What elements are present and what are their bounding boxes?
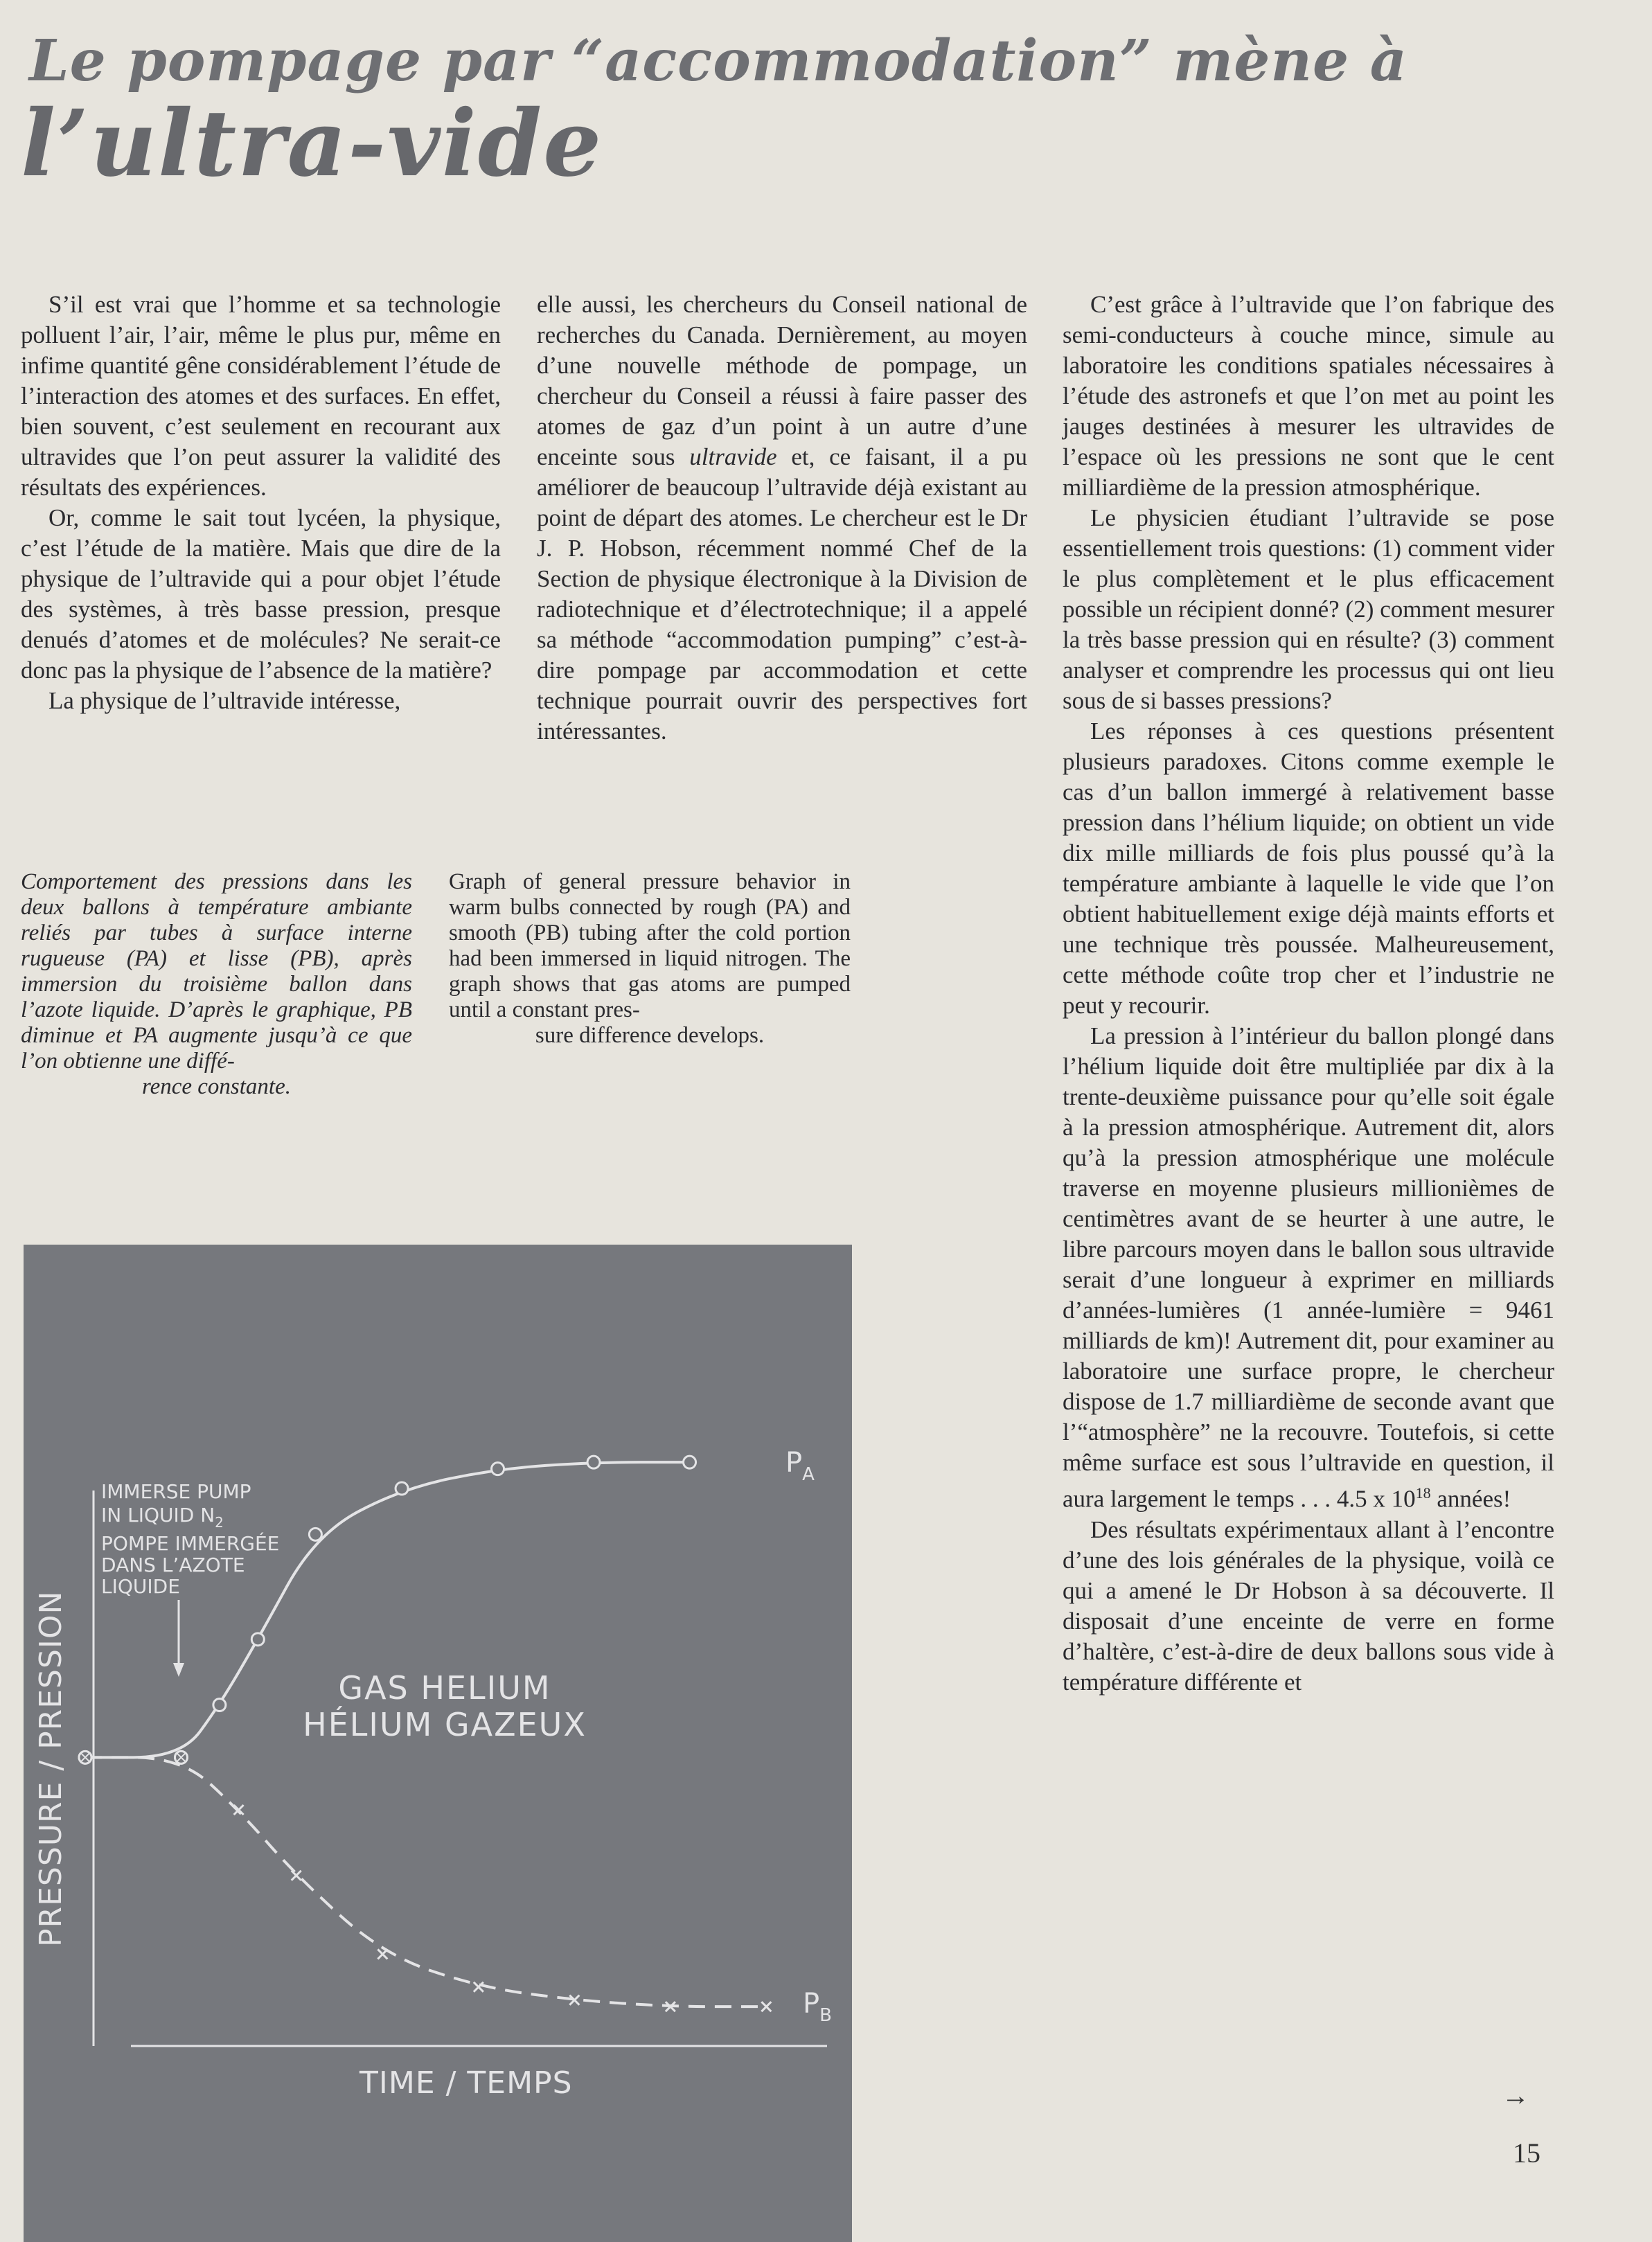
caption-english [449, 869, 851, 1049]
page-number: 15 [1513, 2137, 1540, 2169]
annotation-en-subscript: 2 [215, 1514, 224, 1531]
caption-last-line: sure difference develops. [535, 1023, 765, 1048]
text-run: La pression à l’intérieur du ballon plongé dans l’hélium liquide doit être multipliée par dix à la trente-deuxième puissance pour qu’elle soit égale à la pression atmosphérique. Autrement dit, alors qu’à la pression atmosphérique une molécule traverse en moyenne plusieurs millionièmes de centimètres avant de se heurter à une autre, le libre parcours moyen dans le ballon sous ultravide serait d’une longueur à exprimer en milliards d’années-lumières (1 année-lumière = 9461 milliards de km)! Autrement dit, pour examiner au laboratoire une surface propre, le chercheur dispose de 1.7 milliardième de seconde avant que l’“atmosphère” ne la recouvre. Toutefois, si cette même surface est sous l’ultravide en question, il aura largement le temps . . . 4.5 x 10 [1063, 1022, 1554, 1513]
paragraph: Les réponses à ces questions présentent plusieurs paradoxes. Citons comme exemple le cas d’un ballon immergé à relativement basse pression dans l’hélium liquide; on obtient un vide dix mille milliards de fois plus poussé qu’à la température ambiante à laquelle le vide que l’on obtient habituellement exige déjà maints efforts et une technique très poussée. Malheureusement, cette méthode coûte trop cher et l’industrie ne peut y recourir. [1063, 718, 1554, 1019]
paragraph: C’est grâce à l’ultravide que l’on fabrique des semi-conducteurs à couche mince, simule au laboratoire les conditions spatiales nécessaires à l’étude des astronefs et que l’on met au point les jauges destinées à mesurer les ultravides de l’espace où les pressions ne sont que le cent milliardième de la pression atmosphérique. [1063, 291, 1554, 501]
data-point-pb [474, 1982, 483, 1992]
data-point-pa [492, 1463, 504, 1475]
data-point-pa [684, 1456, 696, 1468]
caption-last-line: rence constante. [141, 1074, 292, 1099]
text-column-1 [21, 290, 501, 716]
data-point-pa [587, 1456, 600, 1468]
article-title-line2: l’ultra-vide [21, 90, 603, 197]
text-run: et, ce faisant, il a pu améliorer de beaucoup l’ultravide déjà existant au point de départ des atomes. Le chercheur est le Dr J. P. Hobson, récemment nommé Chef de la Section de physique électronique à la Division de radiotechnique et d’électrotechnique; il a appelé sa méthode “accommodation pumping” c’est-à-dire pompage par accommodation et cette technique pourrait ouvrir des perspectives fort intéressantes. [537, 443, 1028, 745]
center-label-en: GAS HELIUM [338, 1669, 551, 1707]
center-label-fr: HÉLIUM GAZEUX [303, 1706, 587, 1743]
y-axis-label: PRESSURE / PRESSION [33, 1590, 69, 1947]
caption-body: Graph of general pressure behavior in warm bulbs connected by rough (PA) and smooth (PB) tubing after the cold portion had been immersed in liquid nitrogen. The graph shows that gas atoms are pumped until a constant pres- [449, 869, 851, 1022]
data-point-pb [378, 1949, 387, 1959]
series-label-pa-main: P [785, 1447, 803, 1479]
data-point-pa [251, 1633, 264, 1646]
data-point-pa [396, 1482, 408, 1495]
series-line-pb [85, 1757, 766, 2007]
data-point-pa [309, 1528, 321, 1540]
pressure-graph [24, 1245, 852, 2242]
series-label-pb-main: P [803, 1988, 820, 2020]
emphasis-ultravide: ultravide [689, 443, 777, 470]
series-label-pa [785, 1447, 815, 1485]
continued-arrow: → [1502, 2080, 1529, 2111]
text-run: années! [1430, 1485, 1511, 1513]
data-point-pb [761, 2002, 771, 2011]
annotation-fr-line1: POMPE IMMERGÉE [101, 1532, 280, 1555]
data-point-pa [213, 1699, 226, 1711]
article-title-line1: Le pompage par “accommodation” mène à [29, 28, 1407, 94]
paragraph [537, 290, 1027, 747]
annotation-fr-line3: LIQUIDE [101, 1575, 180, 1598]
paragraph: Or, comme le sait tout lycéen, la physique, c’est l’étude de la matière. Mais que dire de la physique de l’ultravide qui a pour objet l’étude des systèmes, à très basse pression, presque denués d’atomes et de molécules? Ne serait-ce donc pas la physique de l’absence de la matière? [21, 504, 501, 684]
graph-canvas [24, 1245, 852, 2242]
text-column-2 [537, 290, 1027, 747]
annotation-fr-line2: DANS L’AZOTE [101, 1554, 245, 1576]
x-axis-label: TIME / TEMPS [359, 2065, 573, 2101]
paragraph: S’il est vrai que l’homme et sa technologie polluent l’air, l’air, même le plus pur, même en infime quantité gêne considérablement l’étude de l’interaction des atomes et des surfaces. En effet, bien souvent, c’est seulement en recourant aux ultravides que l’on peut assurer la validité des résultats des expériences. [21, 291, 501, 501]
paragraph: La physique de l’ultravide intéresse, [48, 687, 401, 714]
annotation-arrow-head [173, 1663, 184, 1677]
annotation-en-line2 [101, 1504, 224, 1531]
series-label-pb-sub: B [819, 2005, 832, 2026]
paragraph: Le physicien étudiant l’ultravide se pose essentiellement trois questions: (1) comment vider le plus complètement et le plus efficacement possible un récipient donné? (2) comment mesurer la très basse pression qui en résulte? (3) comment analyser et comprendre les processus qui ont lieu sous de si basses pressions? [1063, 504, 1554, 714]
paragraph [1063, 1021, 1554, 1515]
text-column-3 [1063, 290, 1554, 1698]
caption-french [21, 869, 412, 1100]
paragraph: Des résultats expérimentaux allant à l’encontre d’une des lois générales de la physique, voilà ce qui a amené le Dr Hobson à sa découverte. Il disposait d’une enceinte de verre en forme d’haltère, c’est-à-dire de deux ballons sous vide à température différente et [1063, 1515, 1554, 1696]
superscript-exponent: 18 [1415, 1484, 1431, 1502]
annotation-en-line1: IMMERSE PUMP [101, 1480, 251, 1503]
series-label-pb [803, 1988, 832, 2026]
data-point-pb [292, 1871, 301, 1880]
caption-body: Comportement des pressions dans les deux ballons à température ambiante reliés par tubes à surface interne rugueuse (PA) et lisse (PB), après immersion du troisième ballon dans l’azote liquide. D’après le graphique, PB diminue et PA augmente jusqu’à ce que l’on obtienne une diffé- [21, 869, 412, 1074]
annotation-en-text: IN LIQUID N [101, 1504, 215, 1527]
series-label-pa-sub: A [802, 1464, 815, 1485]
text-run: elle aussi, les chercheurs du Conseil national de recherches du Canada. Dernièrement, au moyen d’une nouvelle méthode de pompage, un chercheur du Conseil a réussi à faire passer des atomes de gaz d’un point à un autre d’une enceinte sous [537, 291, 1027, 470]
